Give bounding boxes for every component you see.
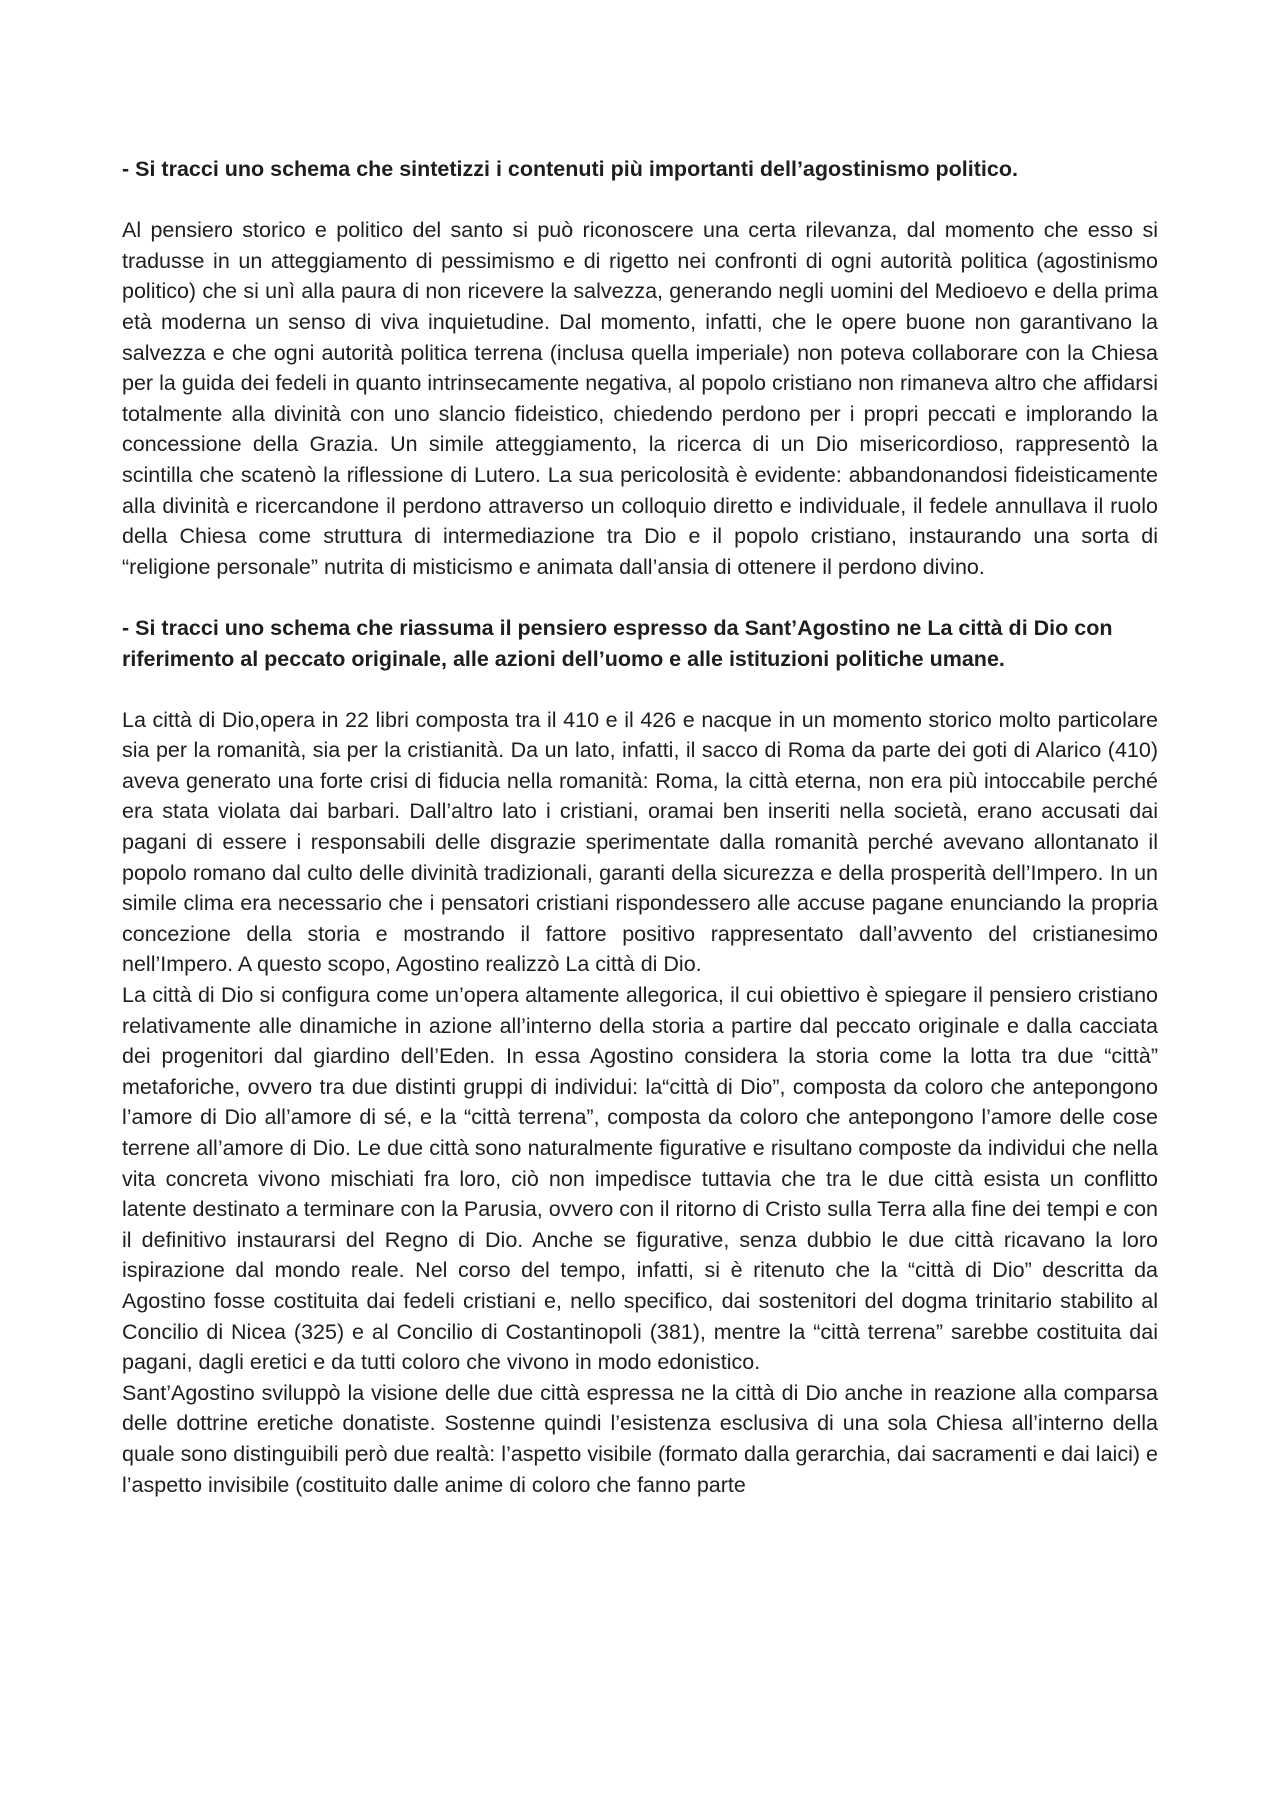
paragraph-gap bbox=[122, 185, 1158, 216]
document-body bbox=[122, 154, 1158, 1500]
paragraph-gap bbox=[122, 674, 1158, 705]
answer-2-paragraph-1: La città di Dio,opera in 22 libri composta tra il 410 e il 426 e nacque in un momento storico molto particolare sia per la romanità, sia per la cristianità. Da un lato, infatti, il sacco di Roma da parte dei goti di Alarico (410) aveva generato una forte crisi di fiducia nella romanità: Roma, la città eterna, non era più intoccabile perché era stata violata dai barbari. Dall’altro lato i cristiani, oramai ben inseriti nella società, erano accusati dai pagani di essere i responsabili delle disgrazie sperimentate dalla romanità perché avevano allontanato il popolo romano dal culto delle divinità tradizionali, garanti della sicurezza e della prosperità dell’Impero. In un simile clima era necessario che i pensatori cristiani rispondessero alle accuse pagane enunciando la propria concezione della storia e mostrando il fattore positivo rappresentato dall’avvento del cristianesimo nell’Impero. A questo scopo, Agostino realizzò La città di Dio. bbox=[122, 707, 1158, 977]
answer-2-paragraph-3: Sant’Agostino sviluppò la visione delle due città espressa ne la città di Dio anche in reazione alla comparsa delle dottrine eretiche donatiste. Sostenne quindi l’esistenza esclusiva di una sola Chiesa all’interno della quale sono distinguibili però due realtà: l’aspetto visibile (formato dalla gerarchia, dai sacramenti e dai laici) e l’aspetto invisibile (costituito dalle anime di coloro che fanno parte bbox=[122, 1380, 1158, 1497]
question-2-heading: - Si tracci uno schema che riassuma il pensiero espresso da Sant’Agostino ne La città di Dio con riferimento al peccato originale, alle azioni dell’uomo e alle istituzioni politiche umane. bbox=[122, 615, 1113, 671]
answer-2-paragraph-2: La città di Dio si configura come un’opera altamente allegorica, il cui obiettivo è spiegare il pensiero cristiano relativamente alle dinamiche in azione all’interno della storia a partire dal peccato originale e dalla cacciata dei progenitori dal giardino dell’Eden. In essa Agostino considera la storia come la lotta tra due “città” metaforiche, ovvero tra due distinti gruppi di individui: la“città di Dio”, composta da coloro che antepongono l’amore di Dio all’amore di sé, e la “città terrena”, composta da coloro che antepongono l’amore delle cose terrene all’amore di Dio. Le due città sono naturalmente figurative e risultano composte da individui che nella vita concreta vivono mischiati fra loro, ciò non impedisce tuttavia che tra le due città esista un conflitto latente destinato a terminare con la Parusia, ovvero con il ritorno di Cristo sulla Terra alla fine dei tempi e con il definitivo instaurarsi del Regno di Dio. Anche se figurative, senza dubbio le due città ricavano la loro ispirazione dal mondo reale. Nel corso del tempo, infatti, si è ritenuto che la “città di Dio” descritta da Agostino fosse costituita dai fedeli cristiani e, nello specifico, dai sostenitori del dogma trinitario stabilito al Concilio di Nicea (325) e al Concilio di Costantinopoli (381), mentre la “città terrena” sarebbe costituita dai pagani, dagli eretici e da tutti coloro che vivono in modo edonistico. bbox=[122, 983, 1158, 1375]
answer-1-paragraph: Al pensiero storico e politico del santo si può riconoscere una certa rilevanza, dal momento che esso si tradusse in un atteggiamento di pessimismo e di rigetto nei confronti di ogni autorità politica (agostinismo politico) che si unì alla paura di non ricevere la salvezza, generando negli uomini del Medioevo e della prima età moderna un senso di viva inquietudine. Dal momento, infatti, che le opere buone non garantivano la salvezza e che ogni autorità politica terrena (inclusa quella imperiale) non poteva collaborare con la Chiesa per la guida dei fedeli in quanto intrinsecamente negativa, al popolo cristiano non rimaneva altro che affidarsi totalmente alla divinità con uno slancio fideistico, chiedendo perdono per i propri peccati e implorando la concessione della Grazia. Un simile atteggiamento, la ricerca di un Dio misericordioso, rappresentò la scintilla che scatenò la riflessione di Lutero. La sua pericolosità è evidente: abbandonandosi fideisticamente alla divinità e ricercandone il perdono attraverso un colloquio diretto e individuale, il fedele annullava il ruolo della Chiesa come struttura di intermediazione tra Dio e il popolo cristiano, instaurando una sorta di “religione personale” nutrita di misticismo e animata dall’ansia di ottenere il perdono divino. bbox=[122, 218, 1158, 579]
paragraph-gap bbox=[122, 582, 1158, 613]
question-1-heading: - Si tracci uno schema che sintetizzi i contenuti più importanti dell’agostinismo politico. bbox=[122, 157, 1018, 181]
